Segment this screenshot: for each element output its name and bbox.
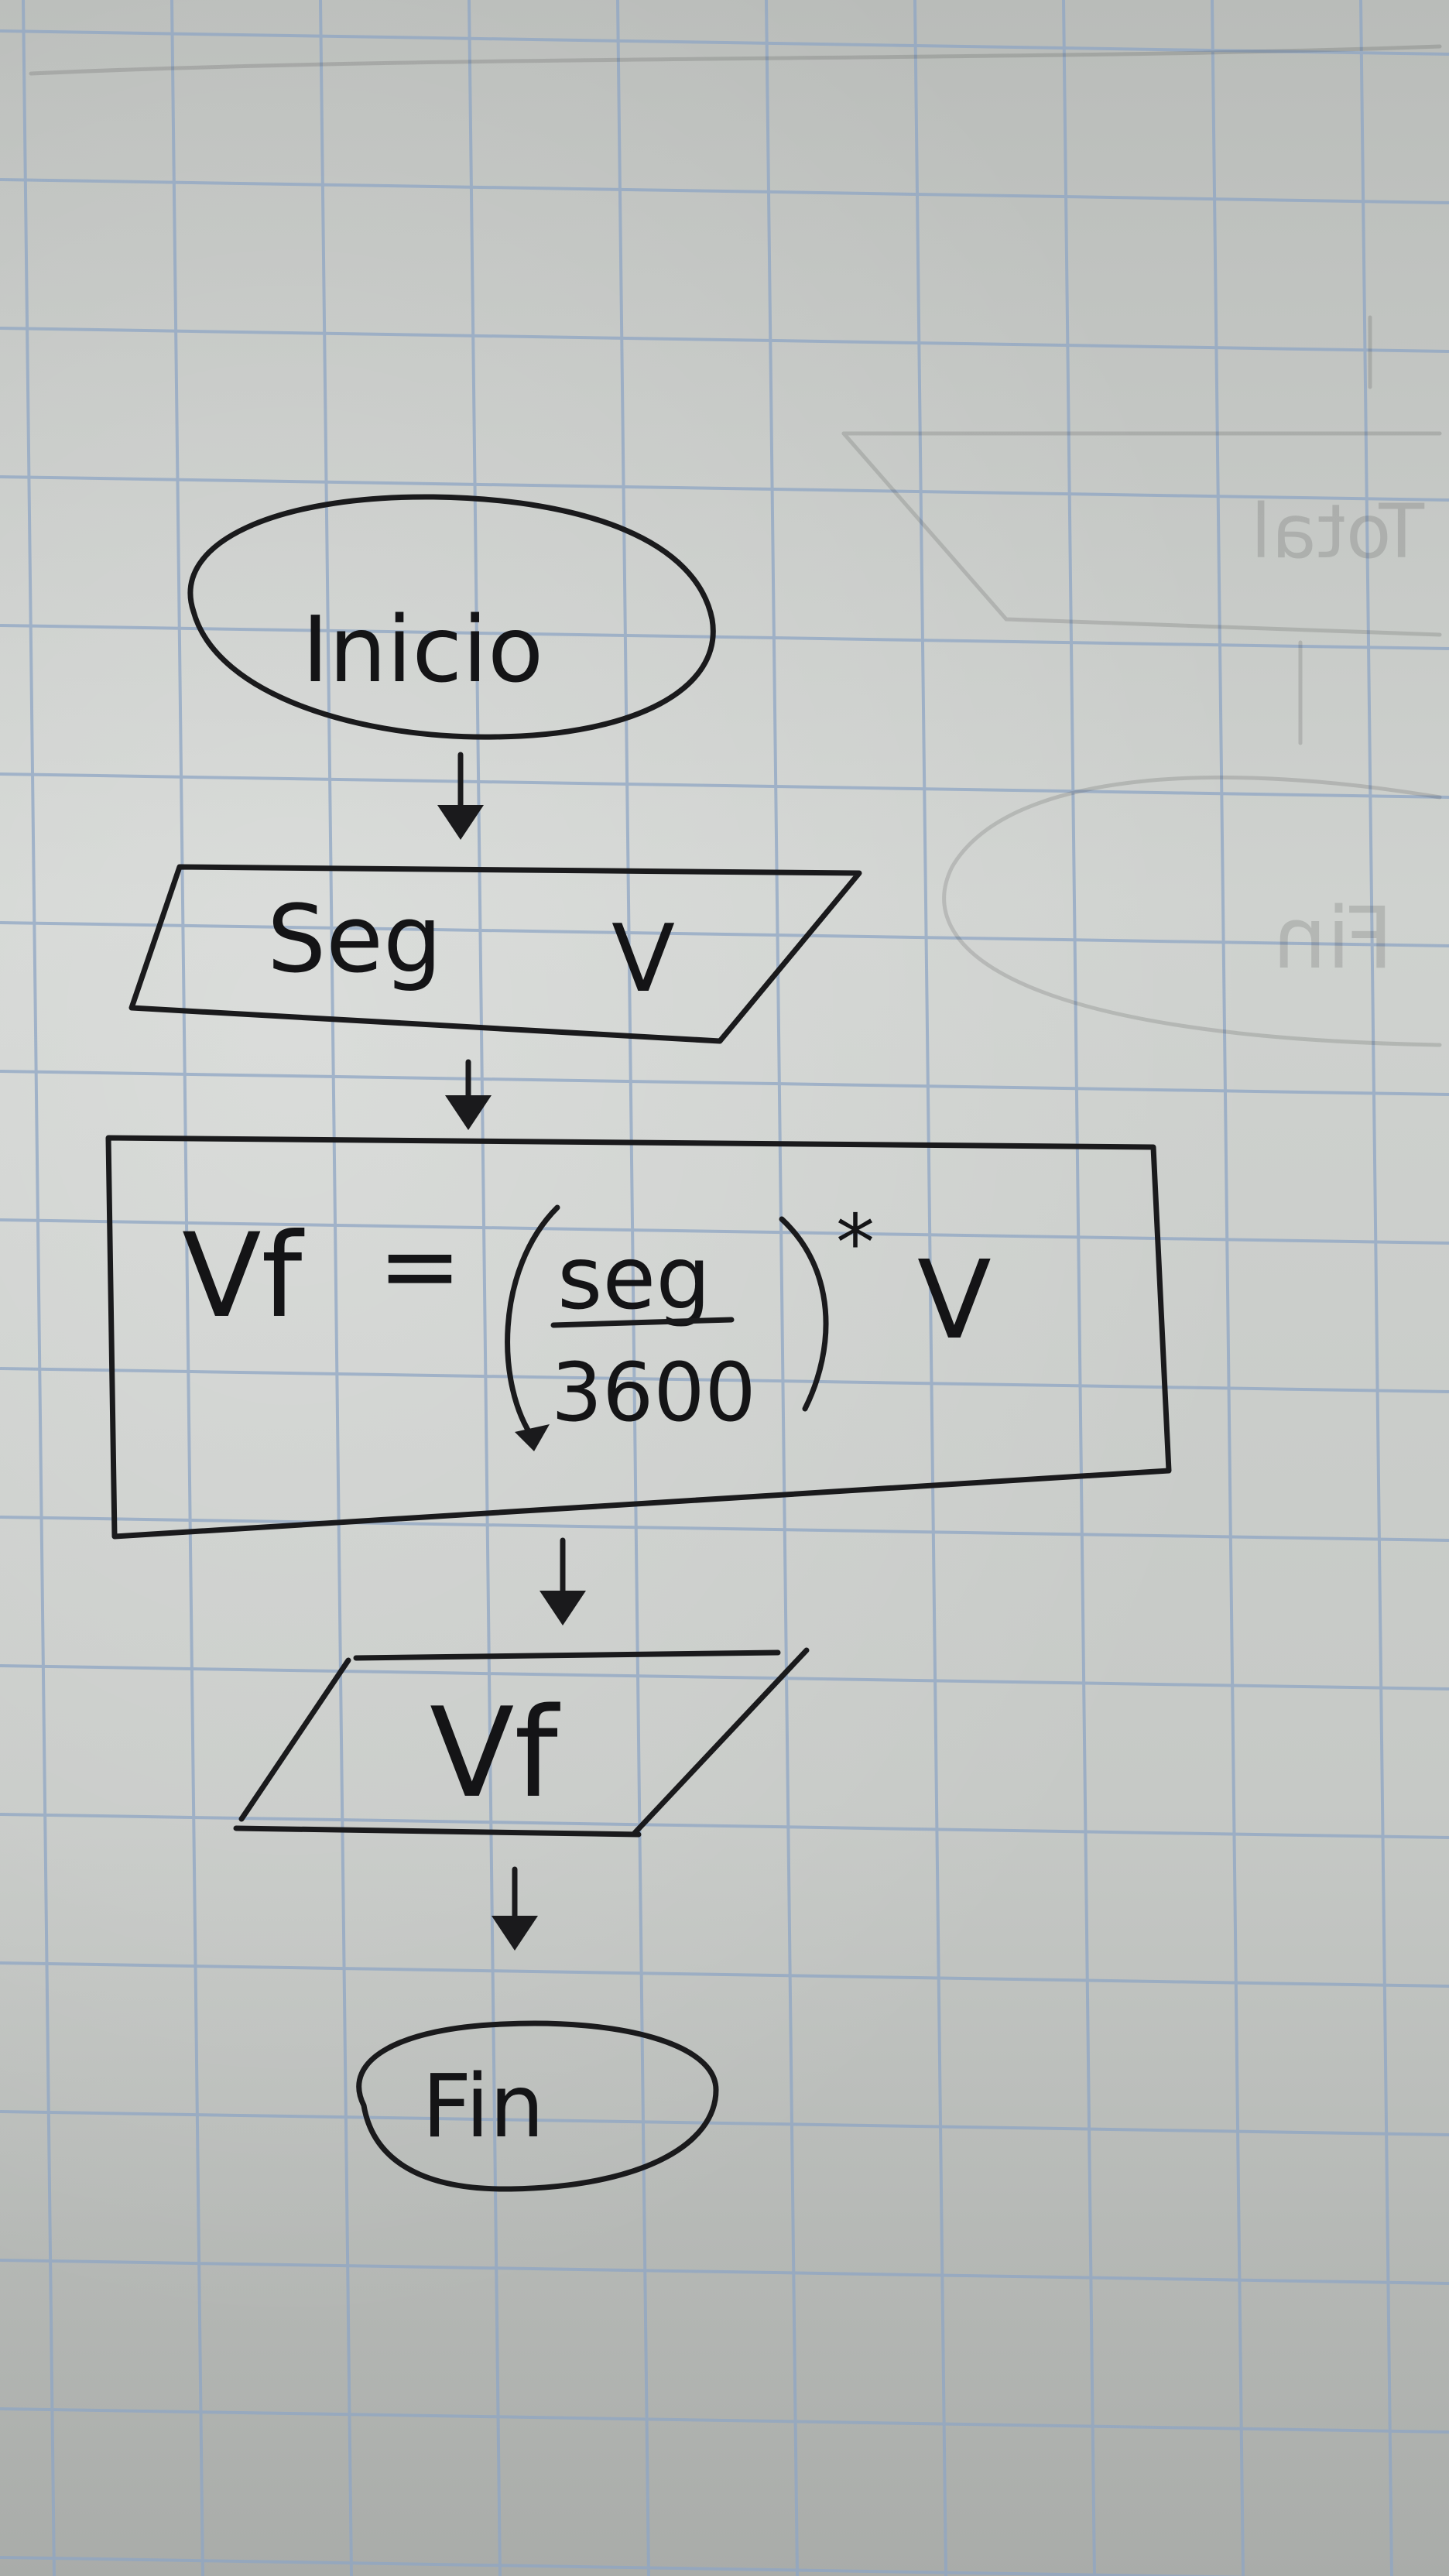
process-numerator: seg (557, 1228, 711, 1329)
process-denominator: 3600 (551, 1345, 756, 1440)
arrow-input-to-process (445, 1062, 492, 1130)
arrow-output-to-end (492, 1869, 538, 1951)
process-equals: = (378, 1207, 462, 1324)
process-multiplier: V (917, 1238, 992, 1364)
bleed-through-marks (31, 46, 1440, 1045)
bleed-through-fin: Fin (1273, 889, 1393, 988)
input-shape (132, 867, 859, 1041)
arrow-start-to-input (437, 755, 484, 840)
process-operator: * (836, 1197, 875, 1288)
output-parallelogram (236, 1650, 807, 1834)
end-label: Fin (422, 2057, 545, 2157)
output-label: Vf (430, 1680, 558, 1825)
output-shape (356, 1653, 778, 1658)
input-var-seg: Seg (267, 886, 443, 994)
process-result-var: Vf (182, 1209, 303, 1344)
open-paren (508, 1208, 557, 1440)
input-var-v: V (611, 906, 676, 1013)
arrow-process-to-output (540, 1540, 586, 1625)
input-parallelogram (132, 867, 859, 1041)
process-rectangle (108, 1138, 1169, 1536)
end-terminal (359, 2023, 716, 2189)
start-label: Inicio (302, 596, 544, 703)
bleed-through-total: Total (1250, 488, 1424, 575)
start-terminal (190, 497, 713, 737)
close-paren (782, 1219, 826, 1409)
